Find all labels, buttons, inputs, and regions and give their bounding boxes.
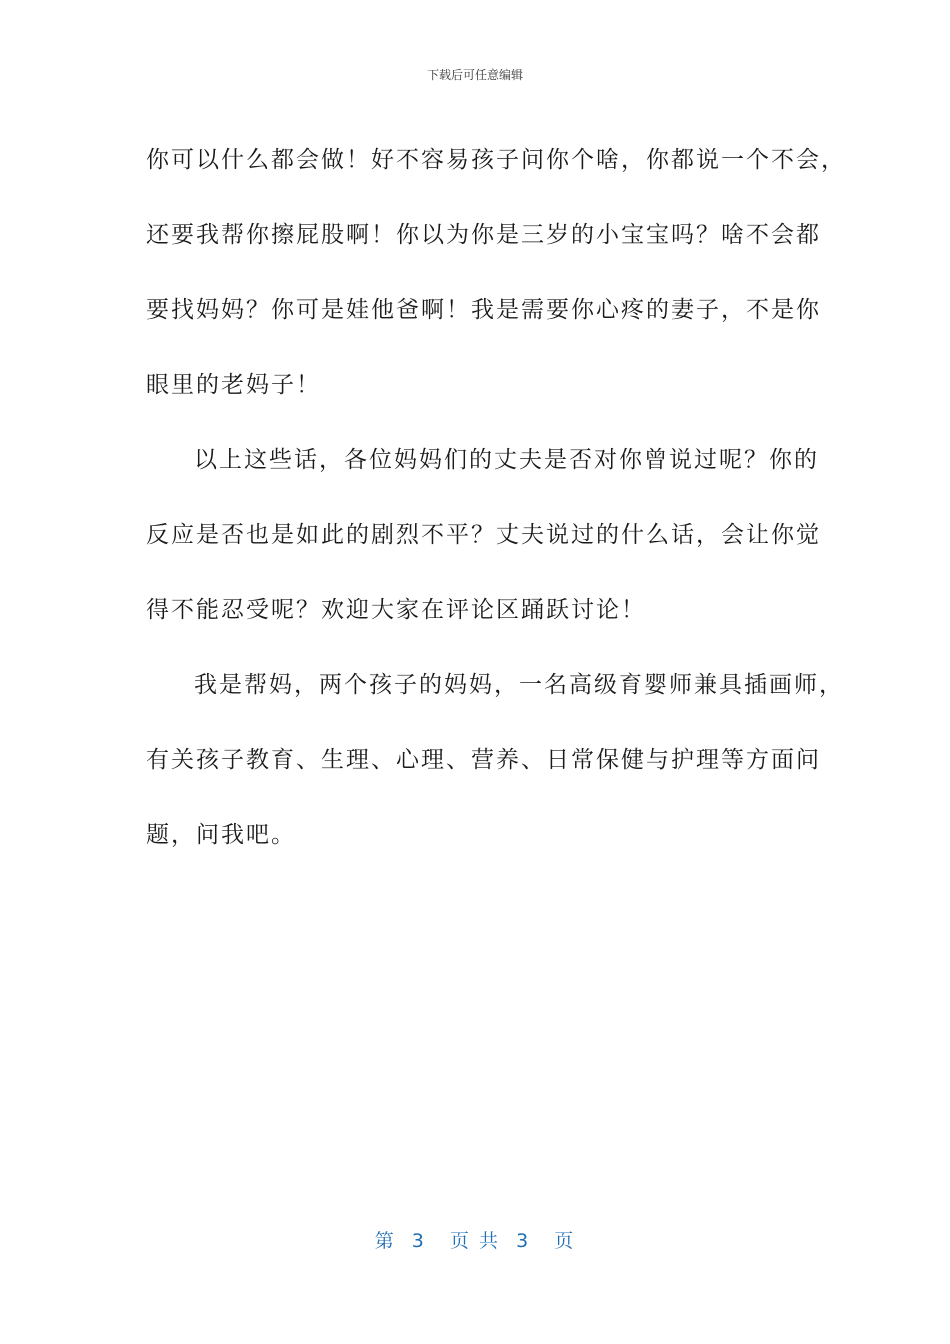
- text-line: 得不能忍受呢？欢迎大家在评论区踊跃讨论！: [146, 597, 646, 623]
- text-line: 有关孩子教育、生理、心理、营养、日常保健与护理等方面问: [146, 747, 821, 773]
- paragraph-2: [146, 423, 821, 648]
- paragraph-3: [146, 648, 844, 873]
- text-line: 反应是否也是如此的剧烈不平？丈夫说过的什么话，会让你觉: [146, 522, 821, 548]
- page-number-footer: 第 3 页 共 3 页: [374, 1230, 576, 1252]
- page-header: 下载后可任意编辑: [426, 68, 523, 82]
- paragraph-1: [146, 123, 846, 423]
- text-line: 以上这些话，各位妈妈们的丈夫是否对你曾说过呢？你的: [194, 447, 819, 473]
- document-body: [146, 123, 846, 873]
- text-line: 眼里的老妈子！: [146, 372, 321, 398]
- text-line: 题，问我吧。: [146, 822, 296, 848]
- text-line: 还要我帮你擦屁股啊！你以为你是三岁的小宝宝吗？啥不会都: [146, 222, 821, 248]
- text-line: 你可以什么都会做！好不容易孩子问你个啥，你都说一个不会，: [146, 147, 846, 173]
- text-line: 要找妈妈？你可是娃他爸啊！我是需要你心疼的妻子，不是你: [146, 297, 821, 323]
- text-line: 我是帮妈，两个孩子的妈妈，一名高级育婴师兼具插画师，: [194, 672, 844, 698]
